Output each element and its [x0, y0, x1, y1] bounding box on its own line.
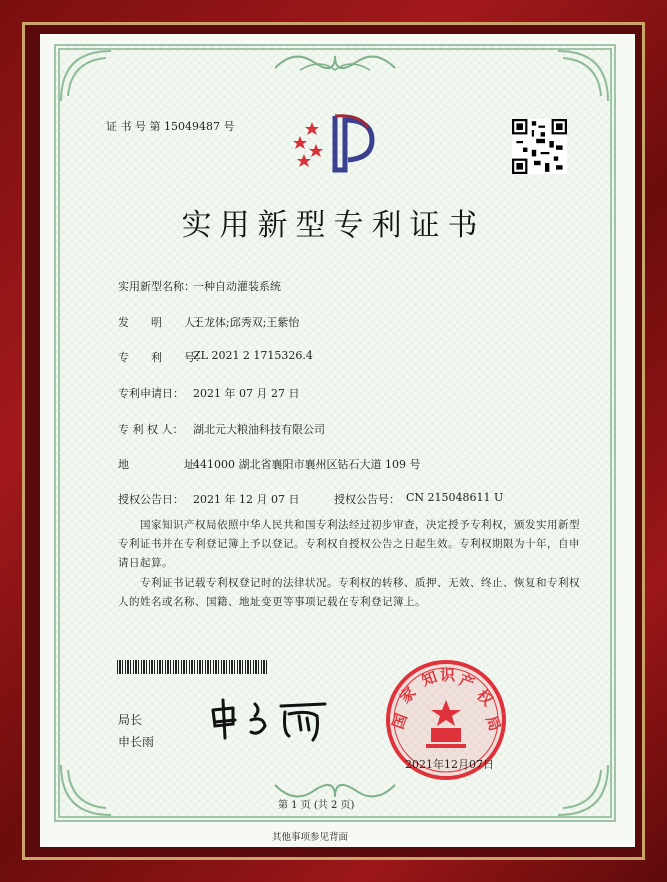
corner-ornament-icon: [56, 46, 116, 106]
field-label-patent-no: 专 利 号：: [118, 351, 206, 364]
svg-text:识: 识: [440, 666, 456, 684]
svg-text:国: 国: [388, 711, 411, 732]
patent-office-logo: [290, 108, 380, 178]
field-label-grant-date: 授权公告日：: [118, 493, 184, 506]
field-label-filing-date: 专利申请日：: [118, 387, 184, 400]
field-label-inventor: 发 明 人：: [118, 316, 206, 329]
footer-note: 其他事项参见背面: [272, 832, 349, 843]
field-value-inventor: 王龙体;邱秀双;王紫怡: [193, 316, 300, 329]
svg-text:产: 产: [456, 670, 477, 693]
announce-number-value: CN 215048611 U: [406, 491, 504, 504]
director-title: 局长: [118, 713, 143, 727]
field-value-patent-no: ZL 2021 2 1715326.4: [193, 349, 313, 362]
director-signature: [205, 696, 335, 742]
corner-ornament-icon: [56, 760, 116, 820]
corner-ornament-icon: [553, 46, 613, 106]
qr-code-icon: [512, 119, 567, 174]
grant-statement: 国家知识产权局依照中华人民共和国专利法经过初步审查，决定授予专利权，颁发实用新型专利证书并在专利登记簿上予以登记。专利权自授权公告之日起生效。专利权期限为十年，自申请日起算。: [118, 519, 580, 569]
field-value-grant-date: 2021 年 12 月 07 日: [193, 493, 300, 506]
legal-status-statement: 专利证书记载专利权登记时的法律状况。专利权的转移、质押、无效、终止、恢复和专利权人的姓名或名称、国籍、地址变更等事项记载在专利登记簿上。: [118, 577, 580, 608]
svg-text:权: 权: [473, 686, 497, 710]
svg-text:知: 知: [419, 667, 440, 690]
director-name: 申长雨: [118, 735, 155, 749]
field-value-filing-date: 2021 年 07 月 27 日: [193, 387, 300, 400]
field-value-name: 一种自动灌装系统: [193, 280, 281, 293]
top-ornament-icon: [270, 48, 400, 78]
field-label-address: 地 址：: [118, 458, 206, 471]
corner-ornament-icon: [553, 760, 613, 820]
announce-number-label: 授权公告号：: [334, 493, 400, 506]
certificate-title: 实用新型专利证书: [181, 208, 486, 243]
field-label-patentee: 专 利 权 人：: [118, 423, 184, 436]
field-label-name: 实用新型名称：: [118, 280, 195, 293]
page-indicator: 第 1 页 (共 2 页): [278, 800, 355, 811]
certificate-number: 证 书 号 第 15049487 号: [106, 120, 235, 133]
seal-date: 2021年12月07日: [405, 758, 494, 771]
barcode: [117, 660, 267, 674]
field-value-address: 441000 湖北省襄阳市襄州区钻石大道 109 号: [193, 458, 421, 471]
field-value-patentee: 湖北元大粮油科技有限公司: [193, 423, 325, 436]
svg-text:家: 家: [396, 683, 420, 707]
svg-text:局: 局: [482, 713, 505, 734]
